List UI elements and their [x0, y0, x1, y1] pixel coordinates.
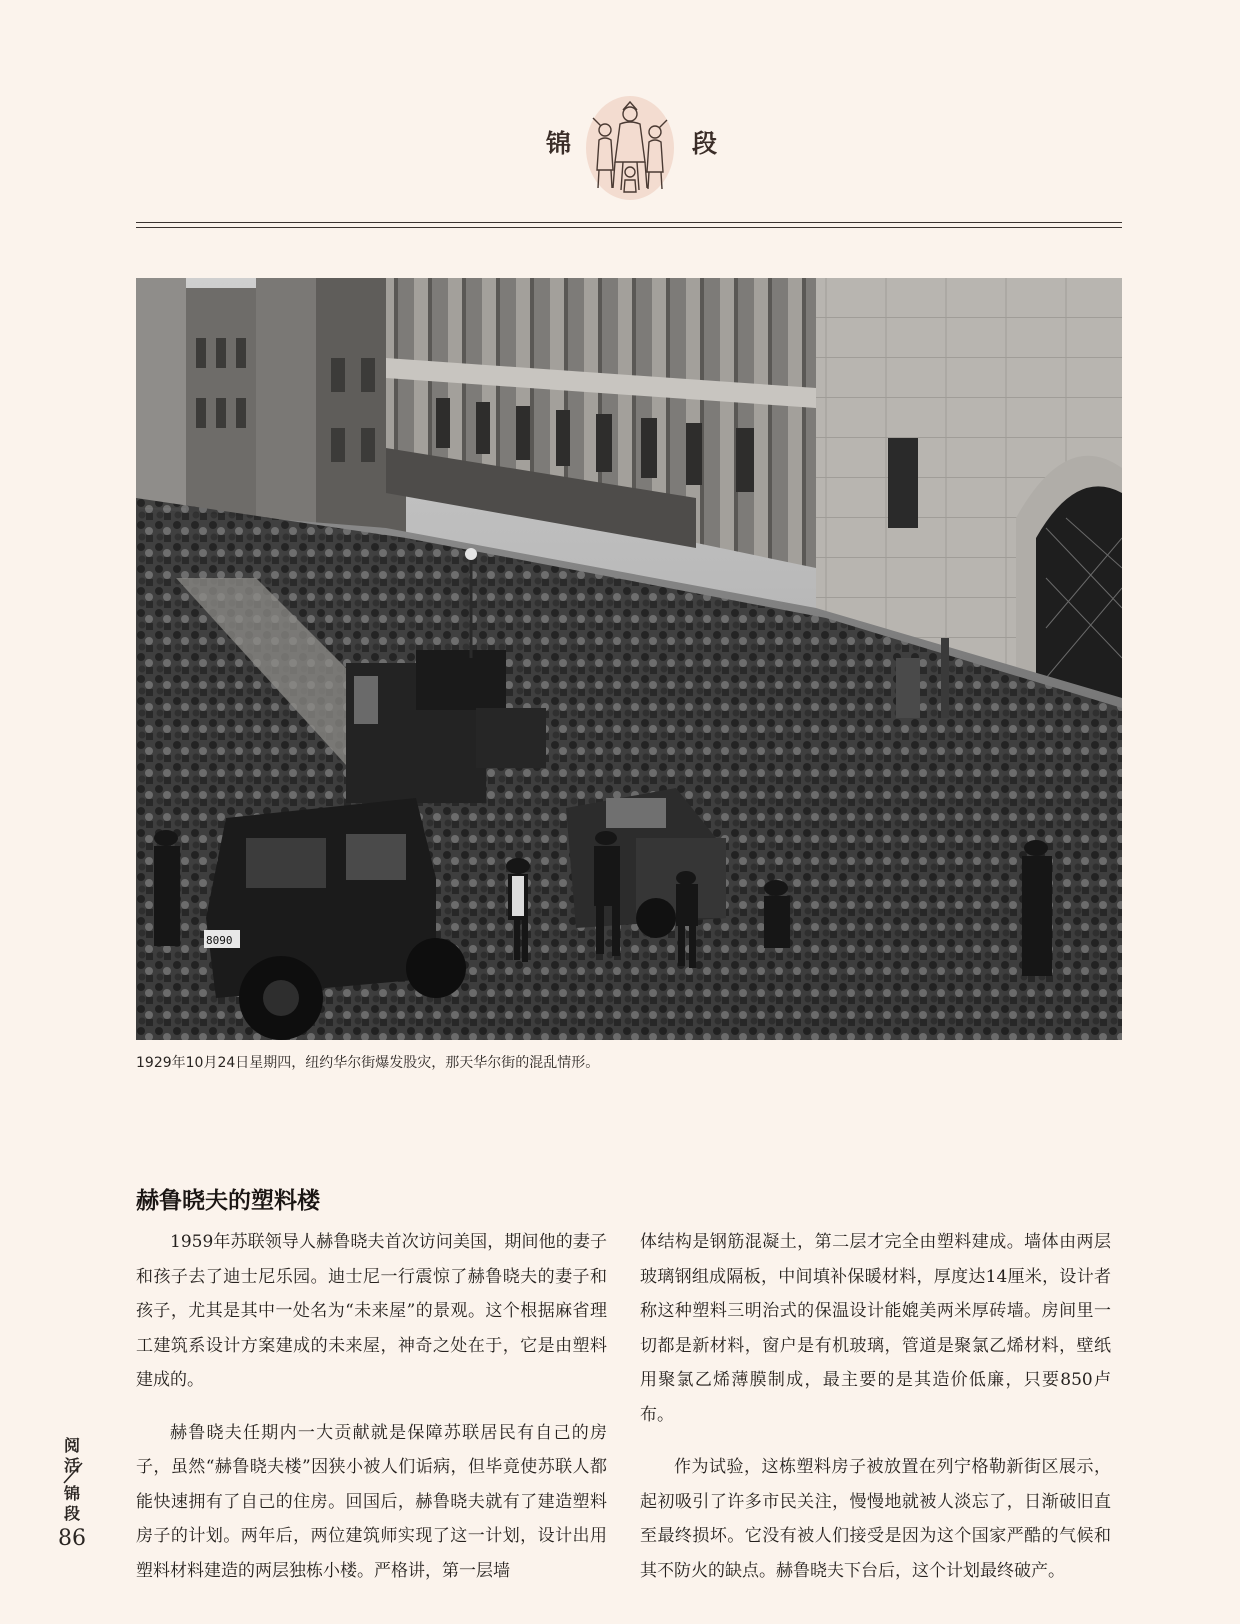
wall-street-crash-photo	[136, 278, 1122, 1040]
folk-figures-emblem	[585, 92, 675, 200]
section-title-left: 锦	[546, 129, 572, 158]
page-header	[0, 0, 1240, 230]
header-rule-bottom	[136, 227, 1122, 228]
article-title: 赫鲁晓夫的塑料楼	[136, 1187, 320, 1214]
license-plate: 8090	[206, 934, 233, 947]
paragraph-2-continued: 体结构是钢筋混凝土，第二层才完全由塑料建成。墙体由两层玻璃钢组成隔板，中间填补保暖材料，厚度达14厘米，设计者称这种塑料三明治式的保温设计能媲美两米厚砖墙。房间里一切都是新材料，窗户是有机玻璃，管道是聚氯乙烯材料，壁纸用聚氯乙烯薄膜制成，最主要的是其造价低廉，只要850卢布。	[640, 1232, 1111, 1425]
paragraph-2: 赫鲁晓夫任期内一大贡献就是保障苏联居民有自己的房子，虽然“赫鲁晓夫楼”因狭小被人们诟病，但毕竟使苏联人都能快速拥有了自己的住房。回国后，赫鲁晓夫就有了建造塑料房子的计划。两年后，两位建筑师实现了这一计划，设计出用塑料材料建造的两层独栋小楼。严格讲，第一层墙	[136, 1422, 607, 1581]
folio-magazine-bottom: 锦段	[63, 1484, 80, 1523]
paragraph-3: 作为试验，这栋塑料房子被放置在列宁格勒新街区展示，起初吸引了许多市民关注，慢慢地就被人淡忘了，日渐破旧直至最终损坏。它没有被人们接受是因为这个国家严酷的气候和其不防火的缺点。赫鲁晓夫下台后，这个计划最终破产。	[640, 1457, 1111, 1581]
page-number: 86	[58, 1526, 86, 1551]
photo-caption: 1929年10月24日星期四，纽约华尔街爆发股灾，那天华尔街的混乱情形。	[136, 1055, 600, 1071]
article-column-left	[136, 1225, 607, 1588]
folio-divider-slash	[62, 1462, 84, 1484]
section-title-right: 段	[692, 129, 718, 158]
paragraph-1: 1959年苏联领导人赫鲁晓夫首次访问美国，期间他的妻子和孩子去了迪士尼乐园。迪士尼一行震惊了赫鲁晓夫的妻子和孩子，尤其是其中一处名为“未来屋”的景观。这个根据麻省理工建筑系设计方案建成的未来屋，神奇之处在于，它是由塑料建成的。	[136, 1232, 607, 1390]
header-rule-top	[136, 222, 1122, 223]
article-column-right	[640, 1225, 1111, 1588]
folio-magazine-top: 阅活	[63, 1436, 80, 1475]
